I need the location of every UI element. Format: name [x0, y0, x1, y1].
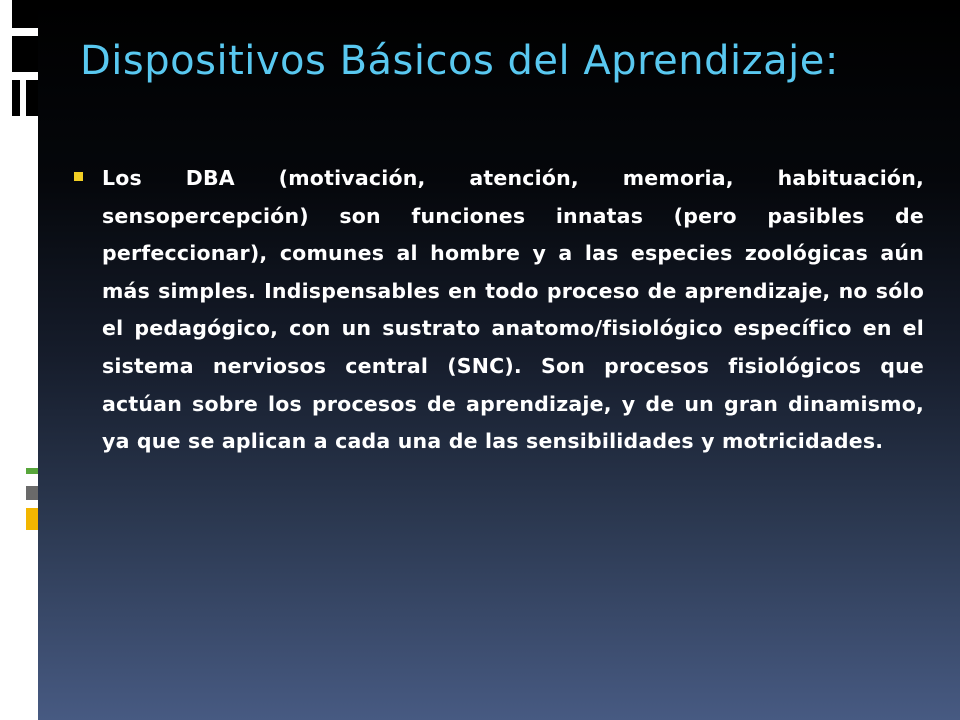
decorative-block — [26, 80, 38, 116]
decorative-block — [12, 80, 20, 116]
square-bullet-icon — [74, 172, 83, 181]
accent-block-gray — [26, 486, 38, 500]
bullet-item — [74, 160, 924, 461]
decorative-block — [12, 36, 38, 72]
decorative-block — [12, 0, 38, 28]
accent-block-green — [26, 468, 38, 474]
accent-block-yellow — [26, 508, 38, 530]
bullet-text: Los DBA (motivación, atención, memoria, habituación, sensopercepción) son funciones innatas (pero pasibles de perfeccionar), comunes al hombre y a las especies zoológicas aún más simples. Indispensables en todo proceso de aprendizaje, no sólo el pedagógico, con un sustrato anatomo/fisiológico específico en el sistema nerviosos central (SNC). Son procesos fisiológicos que actúan sobre los procesos de aprendizaje, y de un gran dinamismo, ya que se aplican a cada una de las sensibilidades y motricidades. — [102, 166, 924, 454]
slide-title: Dispositivos Básicos del Aprendizaje: — [80, 38, 839, 84]
decorative-block — [0, 74, 38, 78]
decorative-block — [0, 28, 38, 34]
slide-body — [74, 160, 924, 461]
